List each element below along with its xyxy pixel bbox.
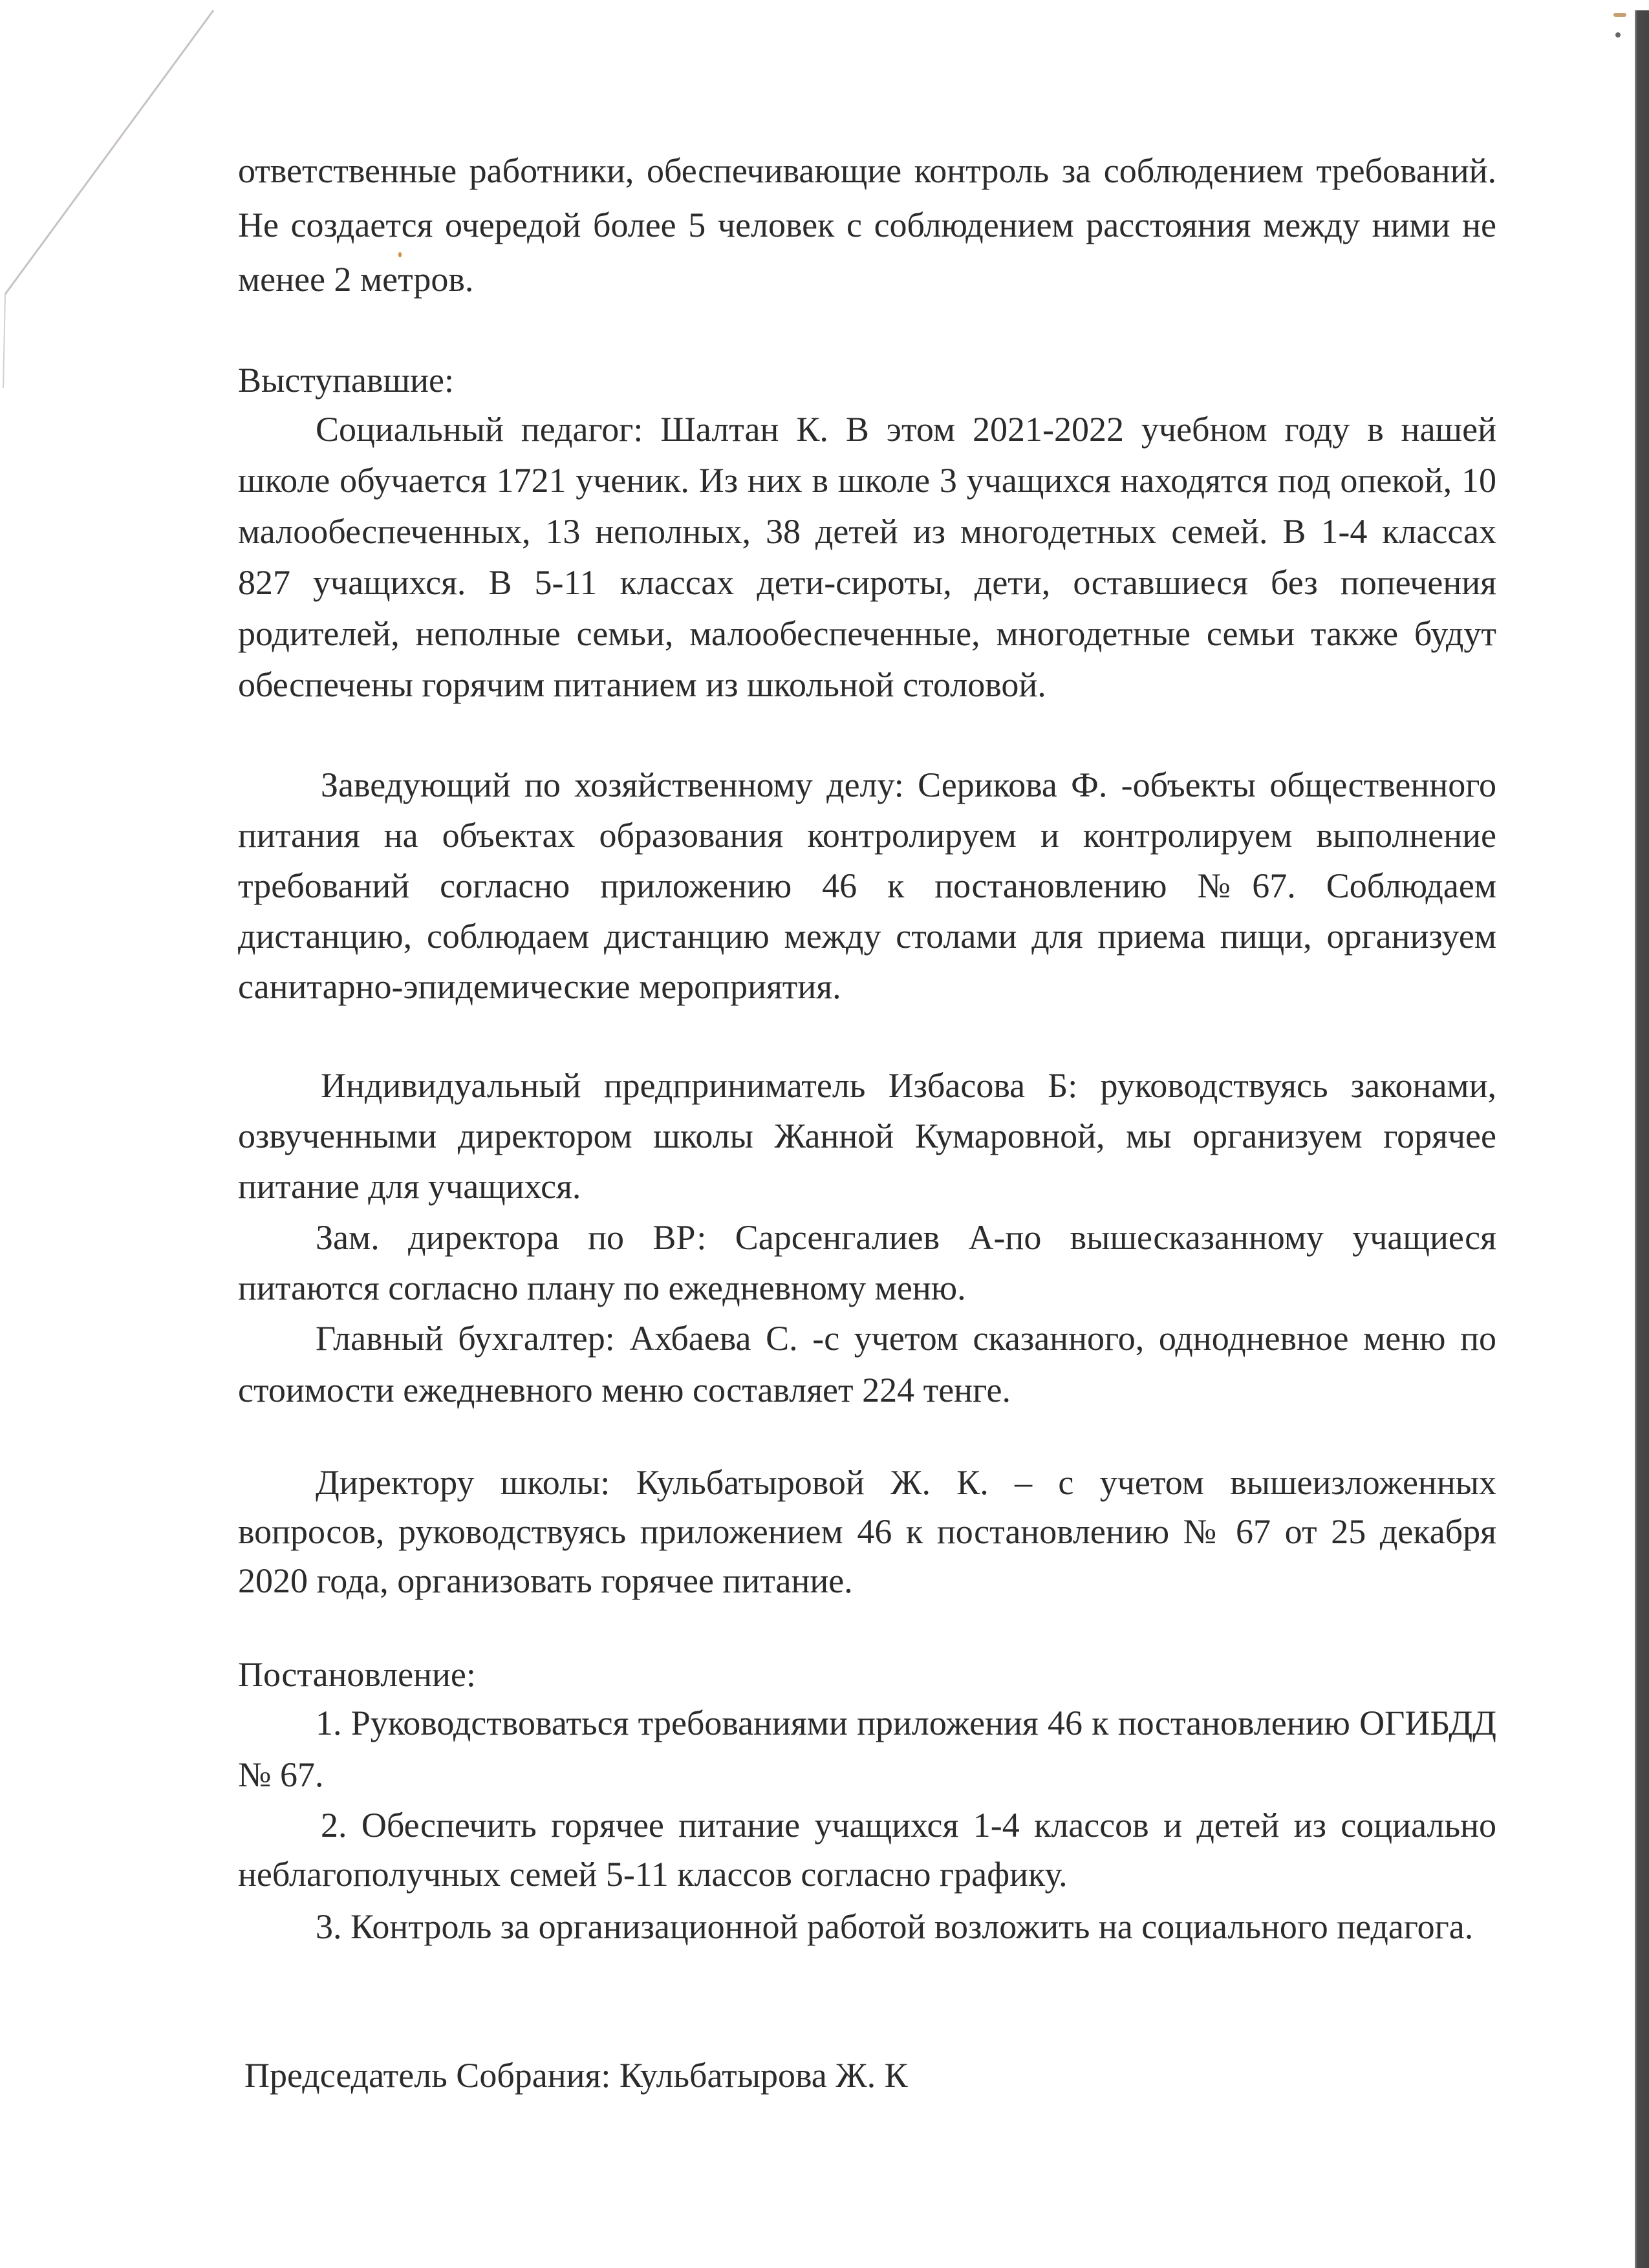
resolution-item-3: 3. Контроль за организационной работой возложить на социального педагога. bbox=[316, 1907, 1474, 1946]
resolution-heading: Постановление: bbox=[238, 1655, 476, 1694]
speaker-entrepreneur: Индивидуальный предприниматель Избасова Б: руководствуясь законами, озвученными директором школы Жанной Кумаровной, мы организуем горячее питание для учащихся. bbox=[238, 1066, 1496, 1206]
speck-artifact bbox=[1615, 32, 1621, 37]
speaker-social-pedagogue: Социальный педагог: Шалтан К. В этом 2021-2022 учебном году в нашей школе обучается 1721 ученик. Из них в школе 3 учащихся находятся под опекой, 10 малообеспеченных, 13 неполных, 38 детей из многодетных семей. В 1-4 классах 827 учащихся. В 5-11 классах дети-сироты, дети, оставшиеся без попечения родителей, неполные семьи, малообеспеченные, многодетные семьи также будут обеспечены горячим питанием из школьной столовой. bbox=[238, 410, 1496, 704]
intro-paragraph: ответственные работники, обеспечивающие контроль за соблюдением требований. Не создается очередой более 5 человек с соблюдением расстояния между ними не менее 2 метров. bbox=[238, 151, 1496, 299]
speaker-deputy-director: Зам. директора по ВР: Сарсенгалиев А-по вышесказанному учащиеся питаются согласно плану по ежедневному меню. bbox=[238, 1218, 1496, 1307]
resolution-item-1: 1. Руководствоваться требованиями приложения 46 к постановлению ОГИБДД № 67. bbox=[238, 1704, 1496, 1794]
fold-line-artifact bbox=[0, 0, 233, 388]
scanner-edge-artifact bbox=[1635, 10, 1649, 2268]
speakers-heading: Выступавшие: bbox=[238, 361, 454, 400]
chairman-signature-line: Председатель Собрания: Кульбатырова Ж. К bbox=[244, 2056, 908, 2095]
director-paragraph: Директору школы: Кульбатыровой Ж. К. – с учетом вышеизложенных вопросов, руководствуясь приложением 46 к постановлению № 67 от 25 декабря 2020 года, организовать горячее питание. bbox=[238, 1463, 1496, 1600]
speaker-chief-accountant: Главный бухгалтер: Ахбаева С. -с учетом сказанного, однодневное меню по стоимости ежедневного меню составляет 224 тенге. bbox=[238, 1319, 1496, 1409]
speaker-household-manager: Заведующий по хозяйственному делу: Серикова Ф. -объекты общественного питания на объектах образования контролируем и контролируем выполнение требований согласно приложению 46 к постановлению №67. Соблюдаем дистанцию, соблюдаем дистанцию между столами для приема пищи, организуем санитарно-эпидемические мероприятия. bbox=[238, 765, 1496, 1006]
resolution-item-2: 2. Обеспечить горячее питание учащихся 1-4 классов и детей из социально неблагополучных семей 5-11 классов согласно графику. bbox=[238, 1806, 1496, 1894]
speck-artifact bbox=[1613, 13, 1626, 17]
